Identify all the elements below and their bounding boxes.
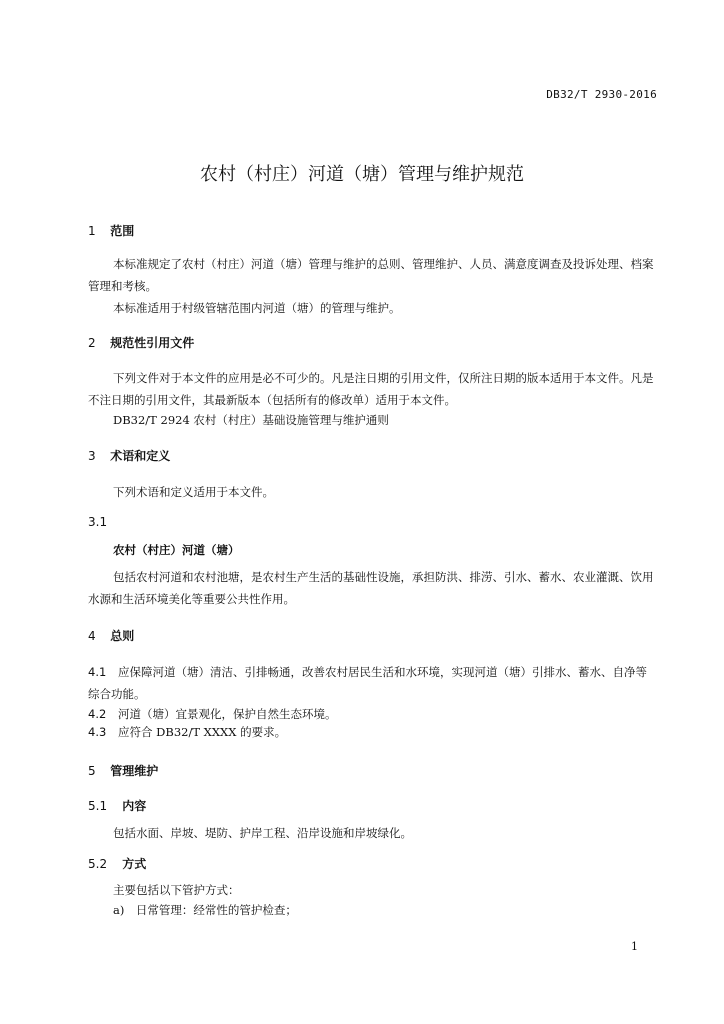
document-code: DB32/T 2930-2016 — [546, 88, 657, 101]
section-title: 术语和定义 — [110, 449, 171, 463]
clause-number: 4.1 — [88, 665, 107, 679]
section-1-paragraph-2: 本标准适用于村级管辖范围内河道（塘）的管理与维护。 — [113, 301, 401, 315]
clause-4-1 — [88, 661, 658, 705]
normative-reference: DB32/T 2924 农村（村庄）基础设施管理与维护通则 — [113, 413, 389, 427]
section-number: 4 — [88, 629, 96, 643]
page-number: 1 — [631, 940, 638, 953]
section-5-heading — [88, 762, 158, 779]
section-4-heading — [88, 627, 134, 644]
subsection-number: 5.1 — [88, 799, 108, 813]
subsection-5-2-heading — [88, 855, 146, 872]
section-title: 范围 — [110, 224, 135, 238]
subsection-3-1-number: 3.1 — [88, 515, 108, 529]
document-title: 农村（村庄）河道（塘）管理与维护规范 — [200, 164, 524, 185]
clause-text: 河道（塘）宜景观化，保护自然生态环境。 — [118, 707, 337, 721]
section-number: 5 — [88, 764, 96, 778]
subsection-5-1-text: 包括水面、岸坡、堤防、护岸工程、沿岸设施和岸坡绿化。 — [113, 826, 412, 840]
section-2-paragraph-1: 下列文件对于本文件的应用是必不可少的。凡是注日期的引用文件，仅所注日期的版本适用于本文件。凡是不注日期的引用文件，其最新版本（包括所有的修改单）适用于本文件。 — [88, 371, 654, 407]
clause-text: 应保障河道（塘）清洁、引排畅通，改善农村居民生活和水环境，实现河道（塘）引排水、蓄水、自净等综合功能。 — [88, 665, 647, 701]
clause-number: 4.3 — [88, 725, 107, 739]
section-title: 规范性引用文件 — [110, 336, 195, 350]
term-title: 农村（村庄）河道（塘） — [113, 543, 240, 557]
section-title: 管理维护 — [110, 764, 159, 778]
term-definition: 包括农村河道和农村池塘，是农村生产生活的基础性设施，承担防洪、排涝、引水、蓄水、农业灌溉、饮用水源和生活环境美化等重要公共性作用。 — [88, 570, 654, 606]
section-3-paragraph-1: 下列术语和定义适用于本文件。 — [113, 485, 274, 499]
subsection-number: 5.2 — [88, 857, 108, 871]
section-number: 2 — [88, 336, 96, 350]
clause-number: 4.2 — [88, 707, 107, 721]
section-number: 1 — [88, 224, 96, 238]
section-3-heading — [88, 447, 170, 464]
subsection-title: 方式 — [122, 857, 147, 871]
section-1-heading — [88, 222, 134, 239]
section-2-heading — [88, 334, 194, 351]
section-number: 3 — [88, 449, 96, 463]
section-title: 总则 — [110, 629, 135, 643]
list-item-a: a) 日常管理：经常性的管护检查； — [113, 903, 297, 917]
section-1-paragraph-1: 本标准规定了农村（村庄）河道（塘）管理与维护的总则、管理维护、人员、满意度调查及投诉处理、档案管理和考核。 — [88, 257, 654, 293]
clause-4-3 — [88, 721, 658, 743]
subsection-5-2-text: 主要包括以下管护方式： — [113, 883, 240, 897]
subsection-title: 内容 — [122, 799, 147, 813]
clause-text: 应符合 DB32/T XXXX 的要求。 — [118, 725, 287, 739]
subsection-5-1-heading — [88, 797, 146, 814]
